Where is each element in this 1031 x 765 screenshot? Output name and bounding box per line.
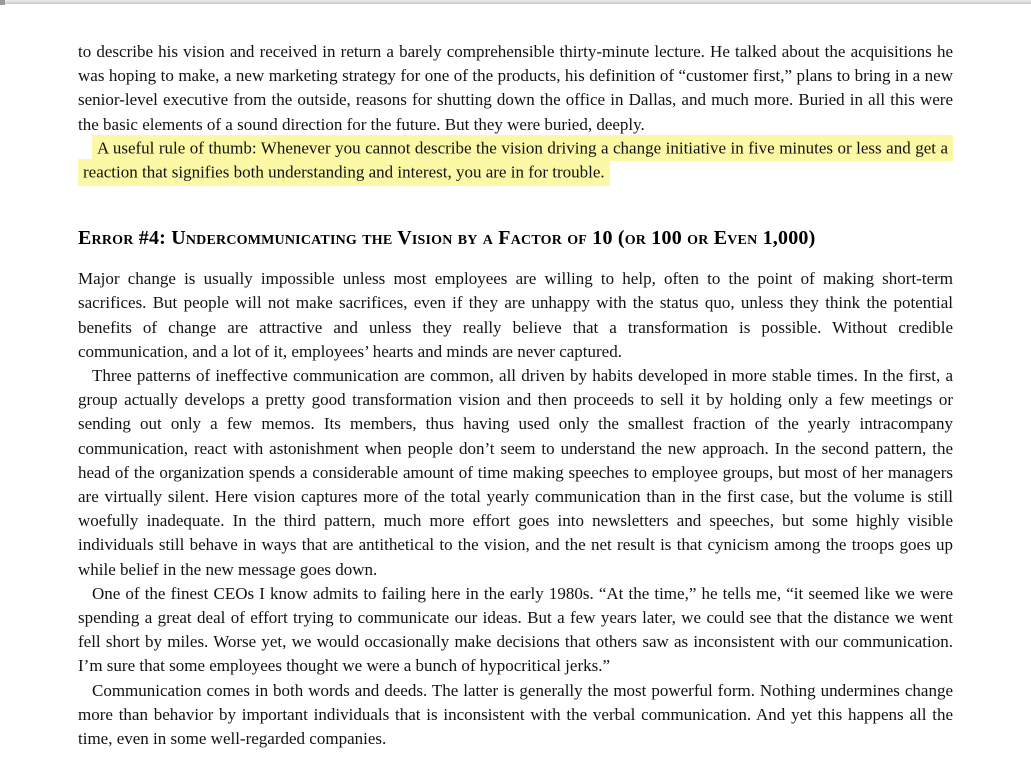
- highlight-marked-text: A useful rule of thumb: Whenever you cannot describe the vision driving a change initiative in five minutes or less and get a reaction that signifies both understanding and interest, you are in for trouble.: [78, 135, 953, 185]
- window-top-edge: [0, 0, 1031, 4]
- paragraph: Three patterns of ineffective communication are common, all driven by habits developed in more stable times. In the first, a group actually develops a pretty good transformation vision and then proceeds to sell it by holding only a few meetings or sending out only a few memos. Its members, thus having used only the smallest fraction of the yearly intracompany communication, react with astonishment when people don’t seem to understand the new approach. In the second pattern, the head of the organization spends a considerable amount of time making speeches to employee groups, but most of her managers are virtually silent. Here vision captures more of the total yearly communication than in the first case, but the volume is still woefully inadequate. In the third pattern, much more effort goes into newsletters and speeches, but some highly visible individuals still behave in ways that are antithetical to the vision, and the net result is that cynicism among the troops goes up while belief in the new message goes down.: [78, 366, 953, 579]
- paragraph: One of the finest CEOs I know admits to failing here in the early 1980s. “At the time,” he tells me, “it seemed like we were spending a great deal of effort trying to communicate our ideas. But a few years later, we could see that the distance we went fell short by miles. Worse yet, we would occasionally make decisions that others saw as inconsistent with our communication. I’m sure that some employees thought we were a bunch of hypocritical jerks.”: [78, 583, 953, 676]
- paragraph: Major change is usually impossible unless most employees are willing to help, often to the point of making short-term sacrifices. But people will not make sacrifices, even if they are unhappy with the status quo, unless they think the potential benefits of change are attractive and unless they really believe that a transformation is possible. Without credible communication, and a lot of it, employees’ hearts and minds are never captured.: [78, 269, 953, 361]
- paragraph: Communication comes in both words and deeds. The latter is generally the most powerful form. Nothing undermines change more than behavior by important individuals that is inconsistent with the verbal communication. And yet this happens all the time, even in some well-regarded companies.: [78, 680, 953, 749]
- highlighted-paragraph: [78, 137, 953, 185]
- window-corner: [0, 0, 5, 5]
- paragraph-continuation: to describe his vision and received in return a barely comprehensible thirty-minute lecture. He talked about the acquisitions he was hoping to make, a new marketing strategy for one of the products, his definition of “customer first,” plans to bring in a new senior-level executive from the outside, reasons for shutting down the office in Dallas, and much more. Buried in all this were the basic elements of a sound direction for the future. But they were buried, deeply.: [78, 42, 953, 134]
- section-heading-error-4: Error #4: Undercommunicating the Vision by a Factor of 10 (or 100 or Even 1,000): [78, 227, 816, 250]
- page-body: [78, 40, 953, 751]
